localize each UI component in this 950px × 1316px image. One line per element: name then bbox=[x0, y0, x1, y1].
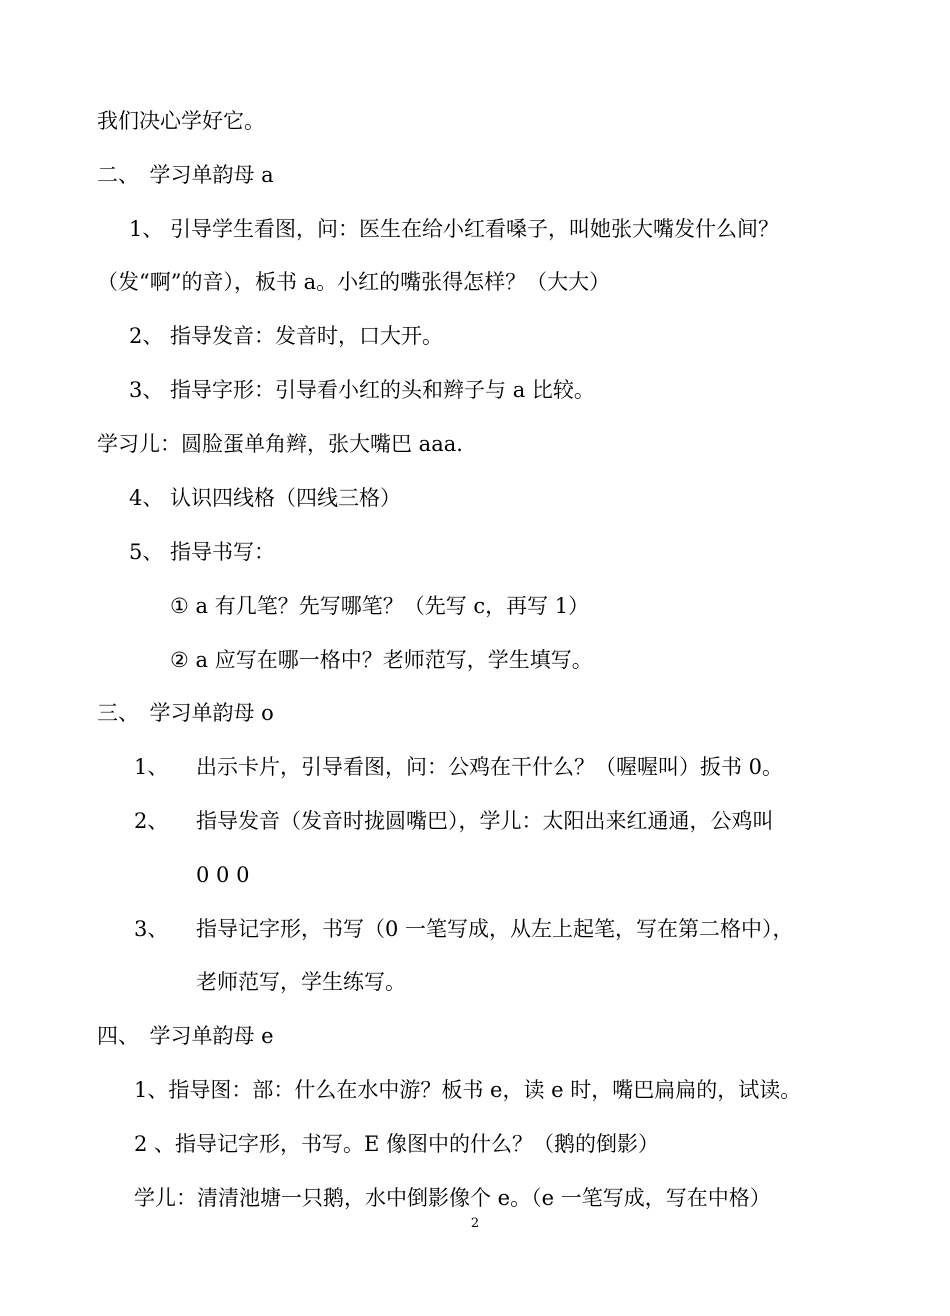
text-line: 出示卡片，引导看图，问：公鸡在干什么？（喔喔叫）扳书 0。 bbox=[196, 755, 784, 779]
text-line: 2、 指导发音：发音时，口大开。 bbox=[129, 324, 444, 348]
section-heading: 三、 学习单韵母 o bbox=[97, 701, 274, 725]
text-line: 老师范写，学生练写。 bbox=[196, 970, 406, 994]
text-line: 3、 指导字形：引导看小红的头和辫子与 a 比较。 bbox=[129, 378, 595, 402]
text-line: 1、 引导学生看图，问：医生在给小红看嗓子，叫她张大嘴发什么间？ bbox=[129, 217, 780, 241]
list-number: 1、 bbox=[134, 755, 169, 779]
text-line: 学儿：清清池塘一只鹅，水中倒影像个 e。（e 一笔写成，写在中格） bbox=[134, 1186, 771, 1210]
text-line: ② a 应写在哪一格中？老师范写，学生填写。 bbox=[170, 648, 593, 672]
page-number: 2 bbox=[470, 1216, 480, 1231]
section-heading: 四、 学习单韵母 e bbox=[97, 1024, 274, 1048]
section-heading: 二、 学习单韵母 a bbox=[97, 163, 274, 187]
text-line: 1、指导图：部：什么在水中游？板书 e，读 e 时，嘴巴扁扁的，试读。 bbox=[134, 1078, 802, 1102]
text-line: 我们决心学好它。 bbox=[97, 109, 265, 133]
text-line: 2 、指导记字形，书写。E 像图中的什么？（鹅的倒影） bbox=[134, 1132, 660, 1156]
list-number: 3、 bbox=[134, 917, 169, 941]
text-line: 0 0 0 bbox=[196, 863, 250, 887]
text-line: 4、 认识四线格（四线三格） bbox=[129, 486, 402, 510]
text-line: 指导记字形，书写（0 一笔写成，从左上起笔，写在第二格中）， bbox=[196, 917, 794, 941]
text-line: 指导发音（发音时拢圆嘴巴），学儿：太阳出来红通通，公鸡叫 bbox=[196, 809, 774, 833]
text-line: 学习儿：圆脸蛋单角辫，张大嘴巴 aaa. bbox=[97, 432, 463, 456]
text-line: ① a 有几笔？先写哪笔？（先写 c，再写 1） bbox=[170, 594, 590, 618]
list-number: 2、 bbox=[134, 809, 169, 833]
text-line: 5、 指导书写： bbox=[129, 540, 276, 564]
text-line: （发“啊”的音），板书 a。小红的嘴张得怎样？（大大） bbox=[97, 270, 611, 294]
